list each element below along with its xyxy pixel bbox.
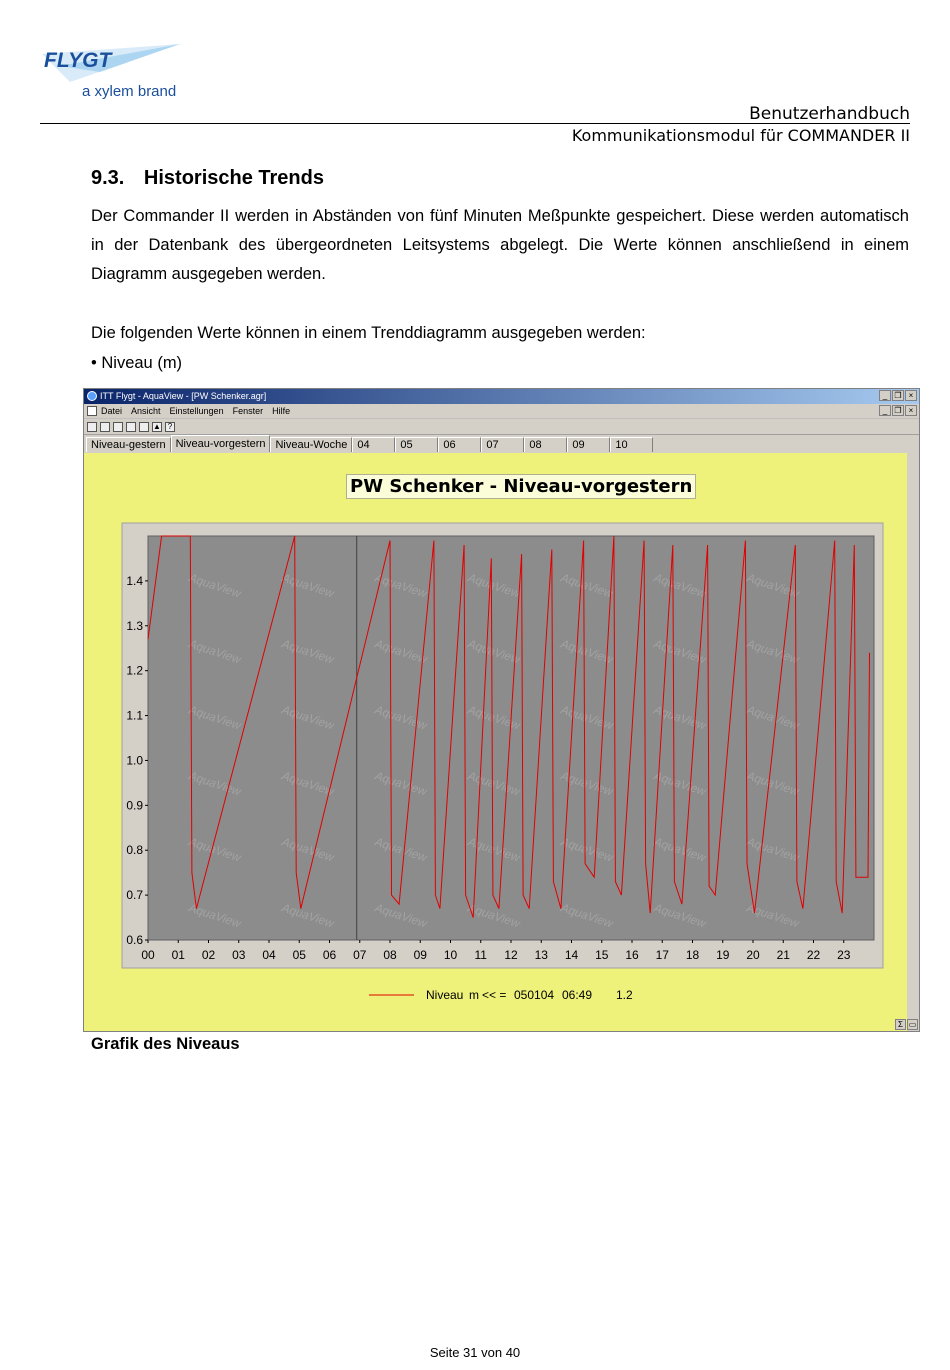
vertical-scrollbar[interactable] <box>907 453 919 1031</box>
tab-06[interactable]: 06 <box>438 437 481 452</box>
x-tick-label: 10 <box>443 948 458 962</box>
x-tick-label: 03 <box>232 948 246 962</box>
watermark-text: AquaView <box>280 768 336 799</box>
sum-button[interactable]: Σ <box>895 1019 906 1030</box>
x-tick-label: 23 <box>837 948 851 962</box>
up-arrow-icon[interactable]: ▲ <box>153 421 161 431</box>
x-tick-label: 08 <box>383 948 397 962</box>
tab-08[interactable]: 08 <box>524 437 567 452</box>
watermark-text: AquaView <box>652 834 708 865</box>
watermark-text: AquaView <box>187 636 243 667</box>
status-buttons <box>895 1019 919 1031</box>
watermark-text: AquaView <box>652 570 708 601</box>
x-tick-label: 01 <box>171 948 185 962</box>
menu-bar <box>84 404 919 419</box>
menu-ansicht[interactable]: Ansicht <box>131 406 161 416</box>
tab-niveau-woche[interactable]: Niveau-Woche <box>270 437 352 452</box>
menu-einstellungen[interactable]: Einstellungen <box>169 406 224 416</box>
x-tick-label: 04 <box>262 948 276 962</box>
legend-text: 06:49 <box>562 988 593 1002</box>
y-tick-label: 1.0 <box>126 753 143 768</box>
watermark-text: AquaView <box>559 900 615 931</box>
watermark-text: AquaView <box>745 636 801 667</box>
watermark-text: AquaView <box>280 570 336 601</box>
chart-title: PW Schenker - Niveau-vorgestern <box>346 474 696 499</box>
watermark-text: AquaView <box>280 702 336 733</box>
watermark-text: AquaView <box>373 702 429 733</box>
doc-close-button[interactable]: × <box>905 405 917 416</box>
page-footer: Seite 31 von 40 <box>429 1345 521 1360</box>
watermark-text: AquaView <box>373 900 429 931</box>
watermark-text: AquaView <box>466 768 522 799</box>
watermark-text: AquaView <box>745 834 801 865</box>
close-button[interactable]: × <box>905 390 917 401</box>
x-tick-label: 13 <box>534 948 548 962</box>
y-tick-label: 1.1 <box>126 708 143 723</box>
x-tick-label: 02 <box>201 948 216 962</box>
watermark-text: AquaView <box>745 900 801 931</box>
tab-05[interactable]: 05 <box>395 437 438 452</box>
watermark-text: AquaView <box>187 702 243 733</box>
legend-text: 1.2 <box>616 988 633 1002</box>
watermark-text: AquaView <box>280 636 336 667</box>
toolbar <box>84 419 919 435</box>
paragraph: Der Commander II werden in Abständen von fünf Minuten Meßpunkte gespeichert. Diese werden automatisch in der Datenbank des übergeordneten Leitsystems abgelegt. Die Werte können anschließend in einem Diagramm ausgegeben werden. <box>91 207 909 283</box>
watermark-text: AquaView <box>559 768 615 799</box>
watermark-text: AquaView <box>466 636 522 667</box>
legend-text: Niveau <box>426 988 464 1002</box>
x-tick-label: 15 <box>595 948 609 962</box>
watermark-text: AquaView <box>280 834 336 865</box>
watermark-text: AquaView <box>559 702 615 733</box>
legend-text: 050104 <box>514 988 555 1002</box>
help-icon[interactable]: ? <box>165 422 175 432</box>
x-tick-label: 06 <box>322 948 337 962</box>
x-tick-label: 17 <box>655 948 669 962</box>
section-heading <box>91 167 324 190</box>
watermark-text: AquaView <box>652 636 708 667</box>
section-number: 9.3. <box>91 167 125 189</box>
watermark-text: AquaView <box>187 768 243 799</box>
watermark-text: AquaView <box>466 834 522 865</box>
x-tick-label: 16 <box>625 948 639 962</box>
header-subtitle: Kommunikationsmodul für COMMANDER II <box>571 126 910 145</box>
paragraph: Die folgenden Werte können in einem Trenddiagramm ausgegeben werden: <box>91 324 646 342</box>
menu-fenster[interactable]: Fenster <box>232 406 264 416</box>
window-title: ITT Flygt - AquaView - [PW Schenker.agr] <box>100 391 267 401</box>
tab-07[interactable]: 07 <box>481 437 524 452</box>
logo-brand: FLYGT <box>44 49 112 72</box>
tab-niveau-gestern[interactable]: Niveau-gestern <box>86 437 171 452</box>
watermark-text: AquaView <box>652 702 708 733</box>
aquaview-window <box>83 388 920 1032</box>
legend-text: << = <box>482 988 507 1002</box>
x-tick-label: 20 <box>746 948 760 962</box>
figure-caption: Grafik des Niveaus <box>91 1035 240 1053</box>
y-tick-label: 1.4 <box>126 573 143 588</box>
x-tick-label: 22 <box>806 948 821 962</box>
watermark-text: AquaView <box>745 570 801 601</box>
tab-10[interactable]: 10 <box>610 437 653 452</box>
chart-area <box>84 453 919 1031</box>
window-button[interactable]: ▭ <box>908 1020 917 1029</box>
section-title: Historische Trends <box>143 167 324 189</box>
tab-niveau-vorgestern[interactable]: Niveau-vorgestern <box>171 435 271 452</box>
trend-chart <box>84 453 909 1032</box>
watermark-text: AquaView <box>652 768 708 799</box>
watermark-text: AquaView <box>187 900 243 931</box>
print-icon[interactable] <box>126 422 136 432</box>
y-tick-label: 1.2 <box>126 663 143 678</box>
minimize-button[interactable]: _ <box>879 390 891 401</box>
watermark-text: AquaView <box>559 570 615 601</box>
x-tick-label: 18 <box>685 948 700 962</box>
x-tick-label: 05 <box>292 948 306 962</box>
save-icon[interactable] <box>87 422 97 432</box>
watermark-text: AquaView <box>745 768 801 799</box>
watermark-text: AquaView <box>280 900 336 931</box>
doc-restore-button[interactable]: ❐ <box>892 405 904 416</box>
header-title: Benutzerhandbuch <box>749 104 910 124</box>
x-tick-label: 09 <box>413 948 427 962</box>
tab-strip <box>84 435 919 452</box>
restore-button[interactable]: ❐ <box>892 390 904 401</box>
x-tick-label: 19 <box>716 948 730 962</box>
layout-icon[interactable] <box>113 422 123 432</box>
logo-tagline: a xylem brand <box>82 83 177 100</box>
watermark-text: AquaView <box>466 900 522 931</box>
watermark-text: AquaView <box>187 570 243 601</box>
legend-text: m <box>469 988 479 1002</box>
watermark-text: AquaView <box>466 702 522 733</box>
x-tick-label: 12 <box>504 948 518 962</box>
tab-09[interactable]: 09 <box>567 437 610 452</box>
settings-icon[interactable] <box>139 422 149 432</box>
document-icon[interactable] <box>87 406 97 416</box>
y-tick-label: 0.8 <box>126 843 143 858</box>
x-tick-label: 07 <box>353 948 367 962</box>
watermark-text: AquaView <box>187 834 243 865</box>
menu-datei[interactable]: Datei <box>101 406 123 416</box>
app-icon <box>87 391 97 401</box>
watermark-text: AquaView <box>652 900 708 931</box>
watermark-text: AquaView <box>373 636 429 667</box>
menu-hilfe[interactable]: Hilfe <box>272 406 291 416</box>
title-bar <box>84 389 919 404</box>
x-tick-label: 11 <box>474 948 487 962</box>
doc-minimize-button[interactable]: _ <box>879 405 891 416</box>
watermark-text: AquaView <box>466 570 522 601</box>
tab-04[interactable]: 04 <box>352 437 395 452</box>
watermark-text: AquaView <box>745 702 801 733</box>
open-icon[interactable] <box>100 422 110 432</box>
watermark-text: AquaView <box>373 570 429 601</box>
y-tick-label: 0.7 <box>126 888 143 903</box>
watermark-text: AquaView <box>559 636 615 667</box>
flygt-logo <box>40 32 185 104</box>
y-tick-label: 1.3 <box>126 618 143 633</box>
x-tick-label: 00 <box>141 948 155 962</box>
x-tick-label: 21 <box>776 948 790 962</box>
header-divider <box>40 123 910 124</box>
watermark-text: AquaView <box>559 834 615 865</box>
y-tick-label: 0.6 <box>126 933 143 947</box>
watermark-text: AquaView <box>373 768 429 799</box>
y-tick-label: 0.9 <box>126 798 143 813</box>
watermark-text: AquaView <box>373 834 429 865</box>
bullet-item: • Niveau (m) <box>91 354 183 372</box>
x-tick-label: 14 <box>564 948 579 962</box>
bullet-text: Niveau (m) <box>101 354 183 372</box>
